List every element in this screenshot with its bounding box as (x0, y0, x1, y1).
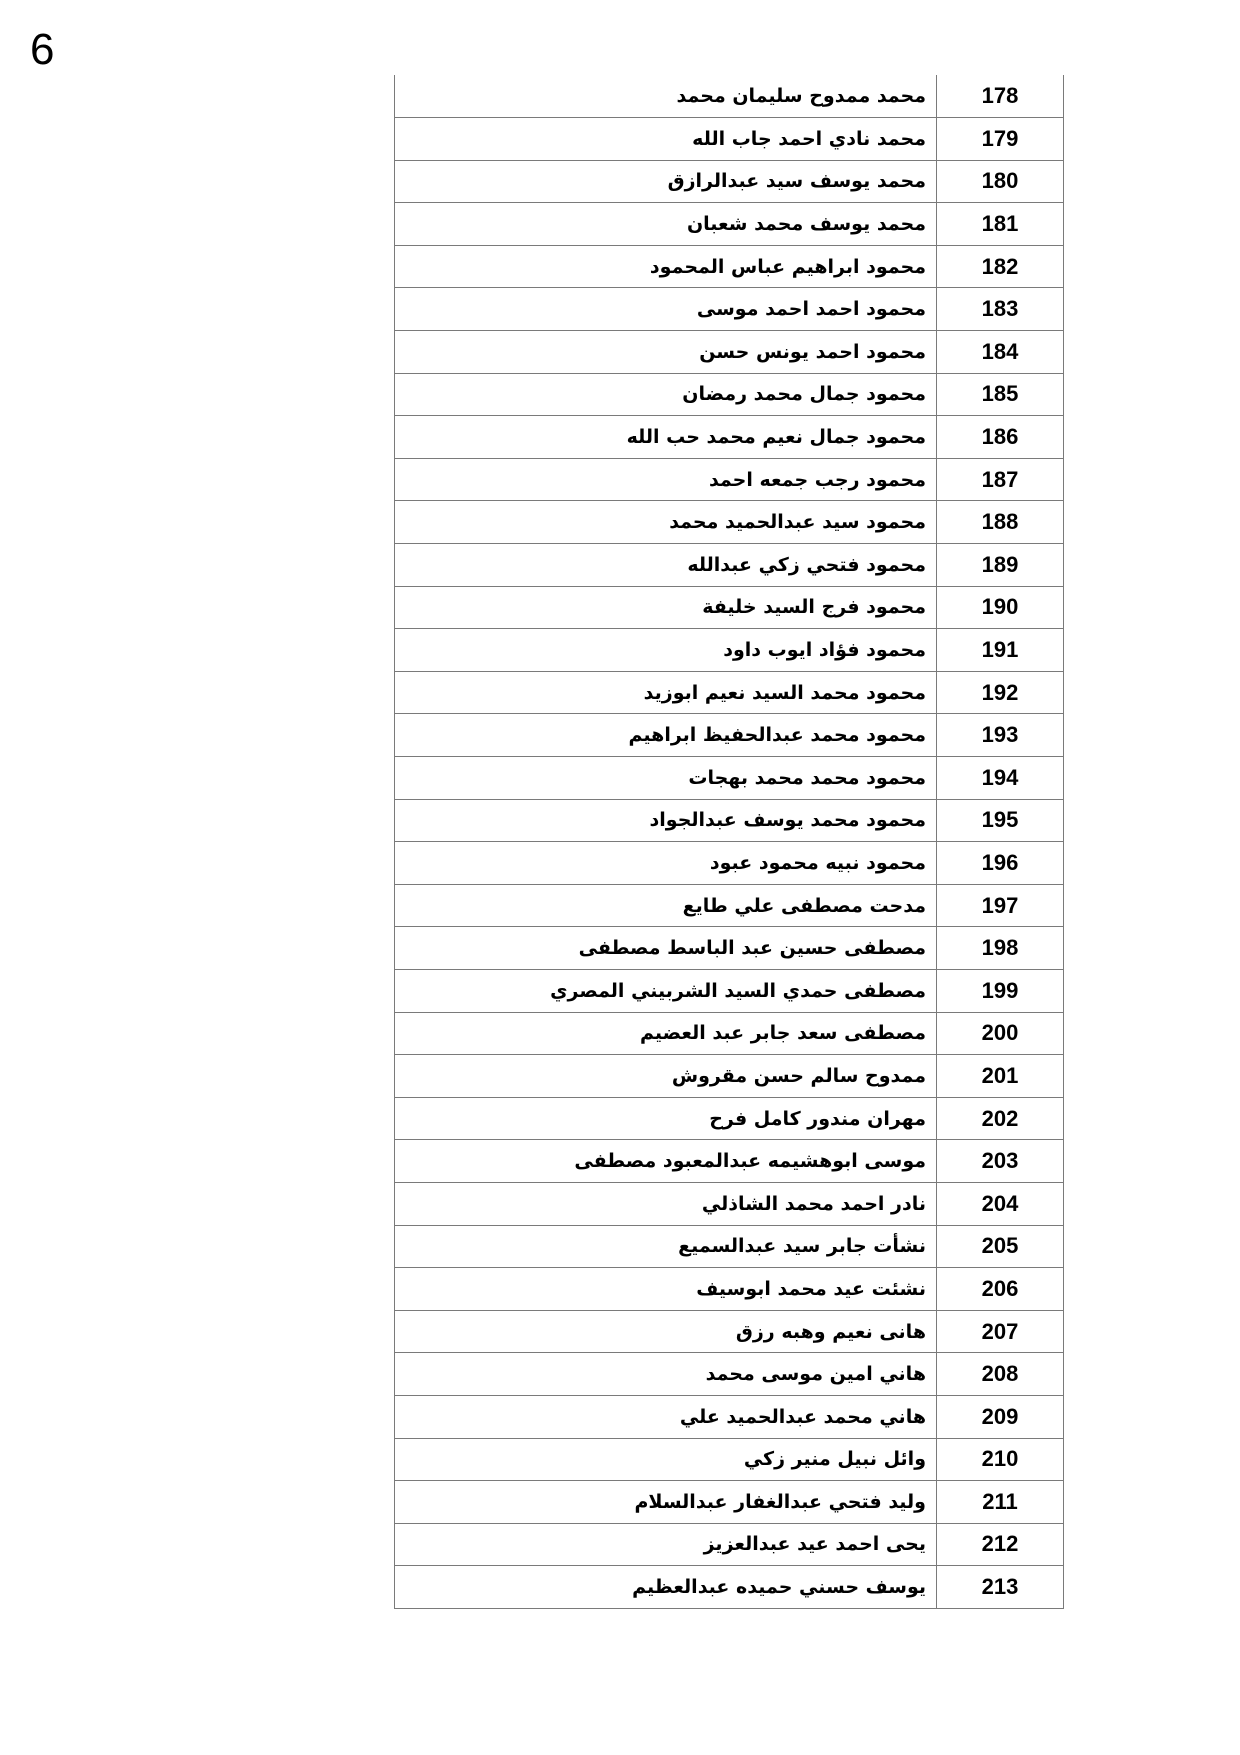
table-row (395, 160, 1064, 203)
name-cell: محمود محمد يوسف عبدالجواد (395, 799, 937, 842)
name-cell: يحى احمد عيد عبدالعزيز (395, 1523, 937, 1566)
row-number-cell: 191 (937, 629, 1064, 672)
table-row (395, 1438, 1064, 1481)
row-number-cell: 187 (937, 458, 1064, 501)
table-row (395, 1182, 1064, 1225)
name-cell: محمود محمد السيد نعيم ابوزيد (395, 671, 937, 714)
table-row (395, 927, 1064, 970)
table-row (395, 1481, 1064, 1524)
row-number-cell: 179 (937, 118, 1064, 161)
row-number-cell: 206 (937, 1268, 1064, 1311)
table-row (395, 671, 1064, 714)
row-number-cell: 199 (937, 969, 1064, 1012)
table-row (395, 1268, 1064, 1311)
row-number-cell: 192 (937, 671, 1064, 714)
row-number-cell: 208 (937, 1353, 1064, 1396)
name-cell: موسى ابوهشيمه عبدالمعبود مصطفى (395, 1140, 937, 1183)
name-cell: محمود ابراهيم عباس المحمود (395, 245, 937, 288)
names-table-body (395, 75, 1064, 1608)
table-row (395, 458, 1064, 501)
row-number-cell: 184 (937, 331, 1064, 374)
row-number-cell: 198 (937, 927, 1064, 970)
name-cell: محمود سيد عبدالحميد محمد (395, 501, 937, 544)
name-cell: محمود احمد احمد موسى (395, 288, 937, 331)
table-row (395, 629, 1064, 672)
table-row (395, 1097, 1064, 1140)
row-number-cell: 210 (937, 1438, 1064, 1481)
table-row (395, 544, 1064, 587)
name-cell: وليد فتحي عبدالغفار عبدالسلام (395, 1481, 937, 1524)
name-cell: يوسف حسني حميده عبدالعظيم (395, 1566, 937, 1609)
table-row (395, 1140, 1064, 1183)
table-row (395, 842, 1064, 885)
name-cell: وائل نبيل منير زكي (395, 1438, 937, 1481)
name-cell: محمود فتحي زكي عبدالله (395, 544, 937, 587)
row-number-cell: 196 (937, 842, 1064, 885)
row-number-cell: 185 (937, 373, 1064, 416)
name-cell: ممدوح سالم حسن مقروش (395, 1055, 937, 1098)
name-cell: مصطفى حسين عبد الباسط مصطفى (395, 927, 937, 970)
table-row (395, 1012, 1064, 1055)
table-row (395, 1055, 1064, 1098)
row-number-cell: 209 (937, 1395, 1064, 1438)
table-row (395, 501, 1064, 544)
name-cell: نادر احمد محمد الشاذلي (395, 1182, 937, 1225)
table-row (395, 757, 1064, 800)
page-number: 6 (30, 25, 55, 74)
names-table (394, 75, 1064, 1609)
row-number-cell: 213 (937, 1566, 1064, 1609)
name-cell: مهران مندور كامل فرح (395, 1097, 937, 1140)
row-number-cell: 194 (937, 757, 1064, 800)
name-cell: محمود رجب جمعه احمد (395, 458, 937, 501)
name-cell: نشئت عيد محمد ابوسيف (395, 1268, 937, 1311)
row-number-cell: 204 (937, 1182, 1064, 1225)
name-cell: محمود جمال نعيم محمد حب الله (395, 416, 937, 459)
row-number-cell: 205 (937, 1225, 1064, 1268)
name-cell: محمود محمد محمد بهجات (395, 757, 937, 800)
name-cell: مصطفى سعد جابر عبد العضيم (395, 1012, 937, 1055)
table-row (395, 288, 1064, 331)
row-number-cell: 211 (937, 1481, 1064, 1524)
table-row (395, 1353, 1064, 1396)
table-row (395, 245, 1064, 288)
name-cell: نشأت جابر سيد عبدالسميع (395, 1225, 937, 1268)
name-cell: محمود فؤاد ايوب داود (395, 629, 937, 672)
name-cell: هاني محمد عبدالحميد علي (395, 1395, 937, 1438)
row-number-cell: 197 (937, 884, 1064, 927)
table-row (395, 586, 1064, 629)
name-cell: محمد ممدوح سليمان محمد (395, 75, 937, 118)
row-number-cell: 181 (937, 203, 1064, 246)
table-row (395, 75, 1064, 118)
row-number-cell: 195 (937, 799, 1064, 842)
table-row (395, 1566, 1064, 1609)
name-cell: محمد يوسف محمد شعبان (395, 203, 937, 246)
table-row (395, 203, 1064, 246)
row-number-cell: 182 (937, 245, 1064, 288)
table-row (395, 799, 1064, 842)
name-cell: محمود جمال محمد رمضان (395, 373, 937, 416)
name-cell: مصطفى حمدي السيد الشربيني المصري (395, 969, 937, 1012)
row-number-cell: 200 (937, 1012, 1064, 1055)
table-row (395, 331, 1064, 374)
row-number-cell: 203 (937, 1140, 1064, 1183)
table-row (395, 1225, 1064, 1268)
name-cell: محمود فرج السيد خليفة (395, 586, 937, 629)
row-number-cell: 180 (937, 160, 1064, 203)
table-row (395, 118, 1064, 161)
row-number-cell: 189 (937, 544, 1064, 587)
row-number-cell: 193 (937, 714, 1064, 757)
table-row (395, 1523, 1064, 1566)
row-number-cell: 207 (937, 1310, 1064, 1353)
table-row (395, 1310, 1064, 1353)
table-row (395, 969, 1064, 1012)
name-cell: محمد نادي احمد جاب الله (395, 118, 937, 161)
name-cell: محمد يوسف سيد عبدالرازق (395, 160, 937, 203)
row-number-cell: 201 (937, 1055, 1064, 1098)
name-cell: هاني امين موسى محمد (395, 1353, 937, 1396)
row-number-cell: 178 (937, 75, 1064, 118)
row-number-cell: 190 (937, 586, 1064, 629)
table-row (395, 373, 1064, 416)
name-cell: مدحت مصطفى علي طايع (395, 884, 937, 927)
table-row (395, 1395, 1064, 1438)
name-cell: محمود محمد عبدالحفيظ ابراهيم (395, 714, 937, 757)
table-row (395, 884, 1064, 927)
row-number-cell: 212 (937, 1523, 1064, 1566)
table-row (395, 714, 1064, 757)
row-number-cell: 188 (937, 501, 1064, 544)
name-cell: محمود احمد يونس حسن (395, 331, 937, 374)
name-cell: محمود نبيه محمود عبود (395, 842, 937, 885)
row-number-cell: 202 (937, 1097, 1064, 1140)
row-number-cell: 186 (937, 416, 1064, 459)
name-cell: هانى نعيم وهبه رزق (395, 1310, 937, 1353)
row-number-cell: 183 (937, 288, 1064, 331)
table-row (395, 416, 1064, 459)
